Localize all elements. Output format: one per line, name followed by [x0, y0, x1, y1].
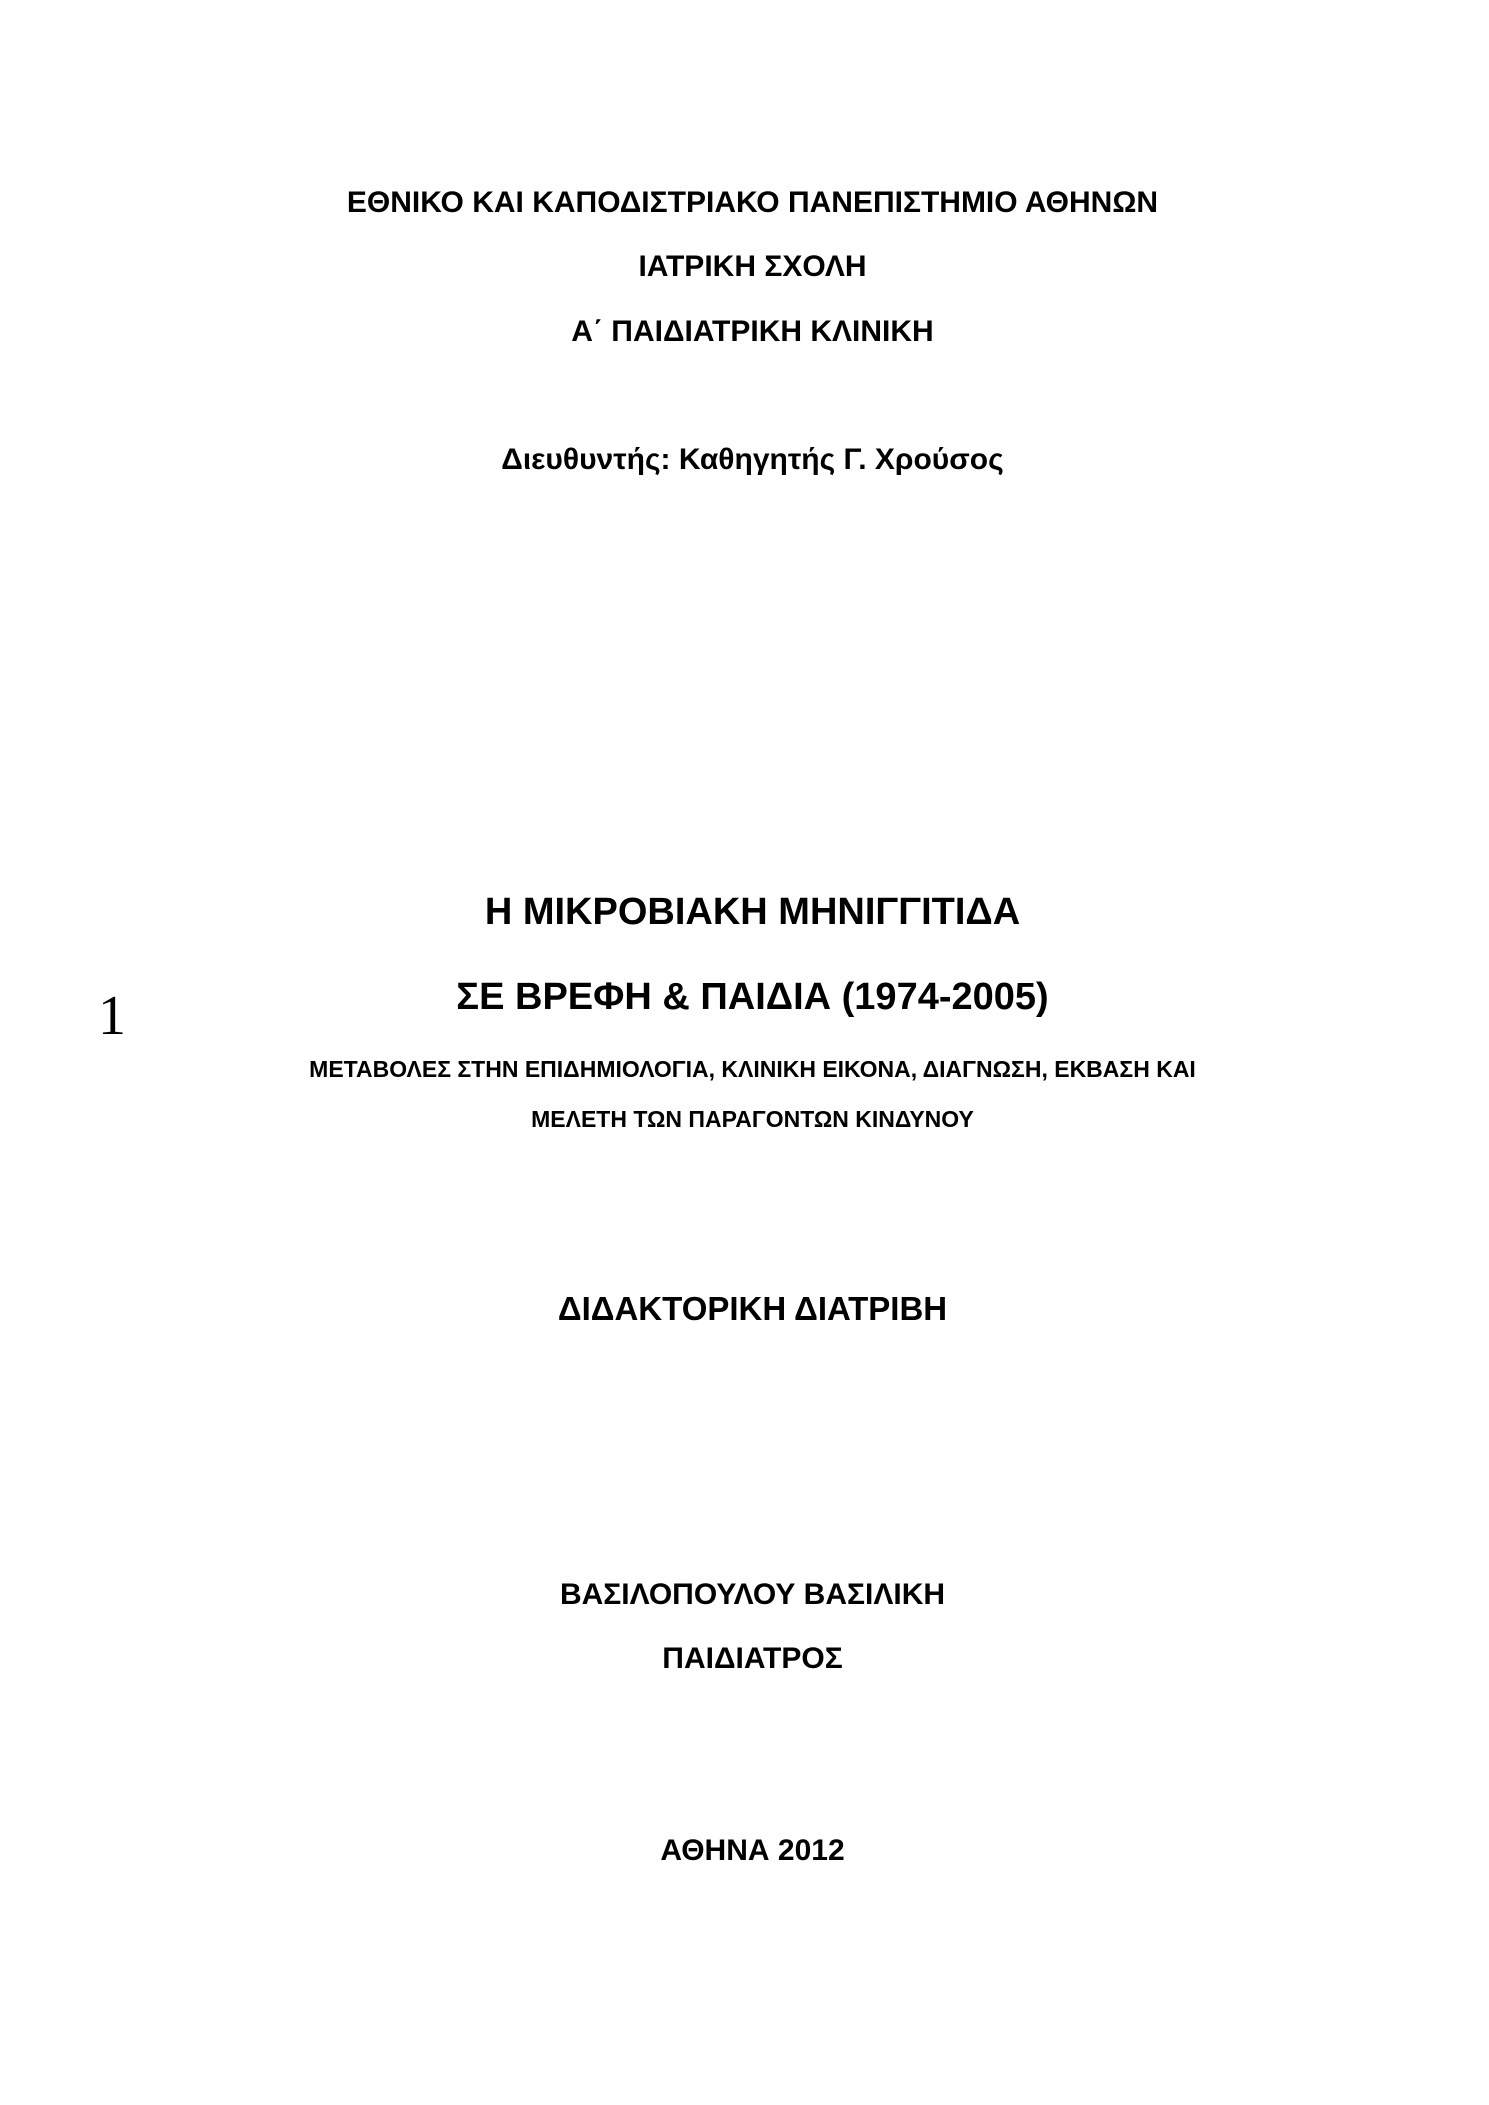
margin-page-number: 1: [98, 985, 126, 1047]
school-name: ΙΑΤΡΙΚΗ ΣΧΟΛΗ: [638, 250, 867, 283]
document-type: ΔΙΔΑΚΤΟΡΙΚΗ ΔΙΑΤΡΙΒΗ: [557, 1290, 948, 1327]
place-and-year: ΑΘΗΝΑ 2012: [660, 1834, 845, 1867]
thesis-subtitle-line-1: ΜΕΤΑΒΟΛΕΣ ΣΤΗΝ ΕΠΙΔΗΜΙΟΛΟΓΙΑ, ΚΛΙΝΙΚΗ ΕΙΚΟΝΑ, ΔΙΑΓΝΩΣΗ, ΕΚΒΑΣΗ ΚΑΙ: [309, 1056, 1196, 1082]
author-profession: ΠΑΙΔΙΑΤΡΟΣ: [662, 1642, 843, 1675]
university-name: ΕΘΝΙΚΟ ΚΑΙ ΚΑΠΟΔΙΣΤΡΙΑΚΟ ΠΑΝΕΠΙΣΤΗΜΙΟ ΑΘΗΝΩΝ: [346, 186, 1159, 219]
thesis-subtitle-line-2: ΜΕΛΕΤΗ ΤΩΝ ΠΑΡΑΓΟΝΤΩΝ ΚΙΝΔΥΝΟΥ: [531, 1106, 974, 1132]
clinic-name: Α΄ ΠΑΙΔΙΑΤΡΙΚΗ ΚΛΙΝΙΚΗ: [571, 315, 934, 348]
author-name: ΒΑΣΙΛΟΠΟΥΛΟΥ ΒΑΣΙΛΙΚΗ: [559, 1578, 946, 1611]
director-line: Διευθυντής: Καθηγητής Γ. Χρούσος: [501, 443, 1004, 476]
thesis-title-line-1: Η ΜΙΚΡΟΒΙΑΚΗ ΜΗΝΙΓΓΙΤΙΔΑ: [484, 891, 1021, 933]
thesis-title-line-2: ΣΕ ΒΡΕΦΗ & ΠΑΙΔΙΑ (1974-2005): [456, 976, 1049, 1018]
